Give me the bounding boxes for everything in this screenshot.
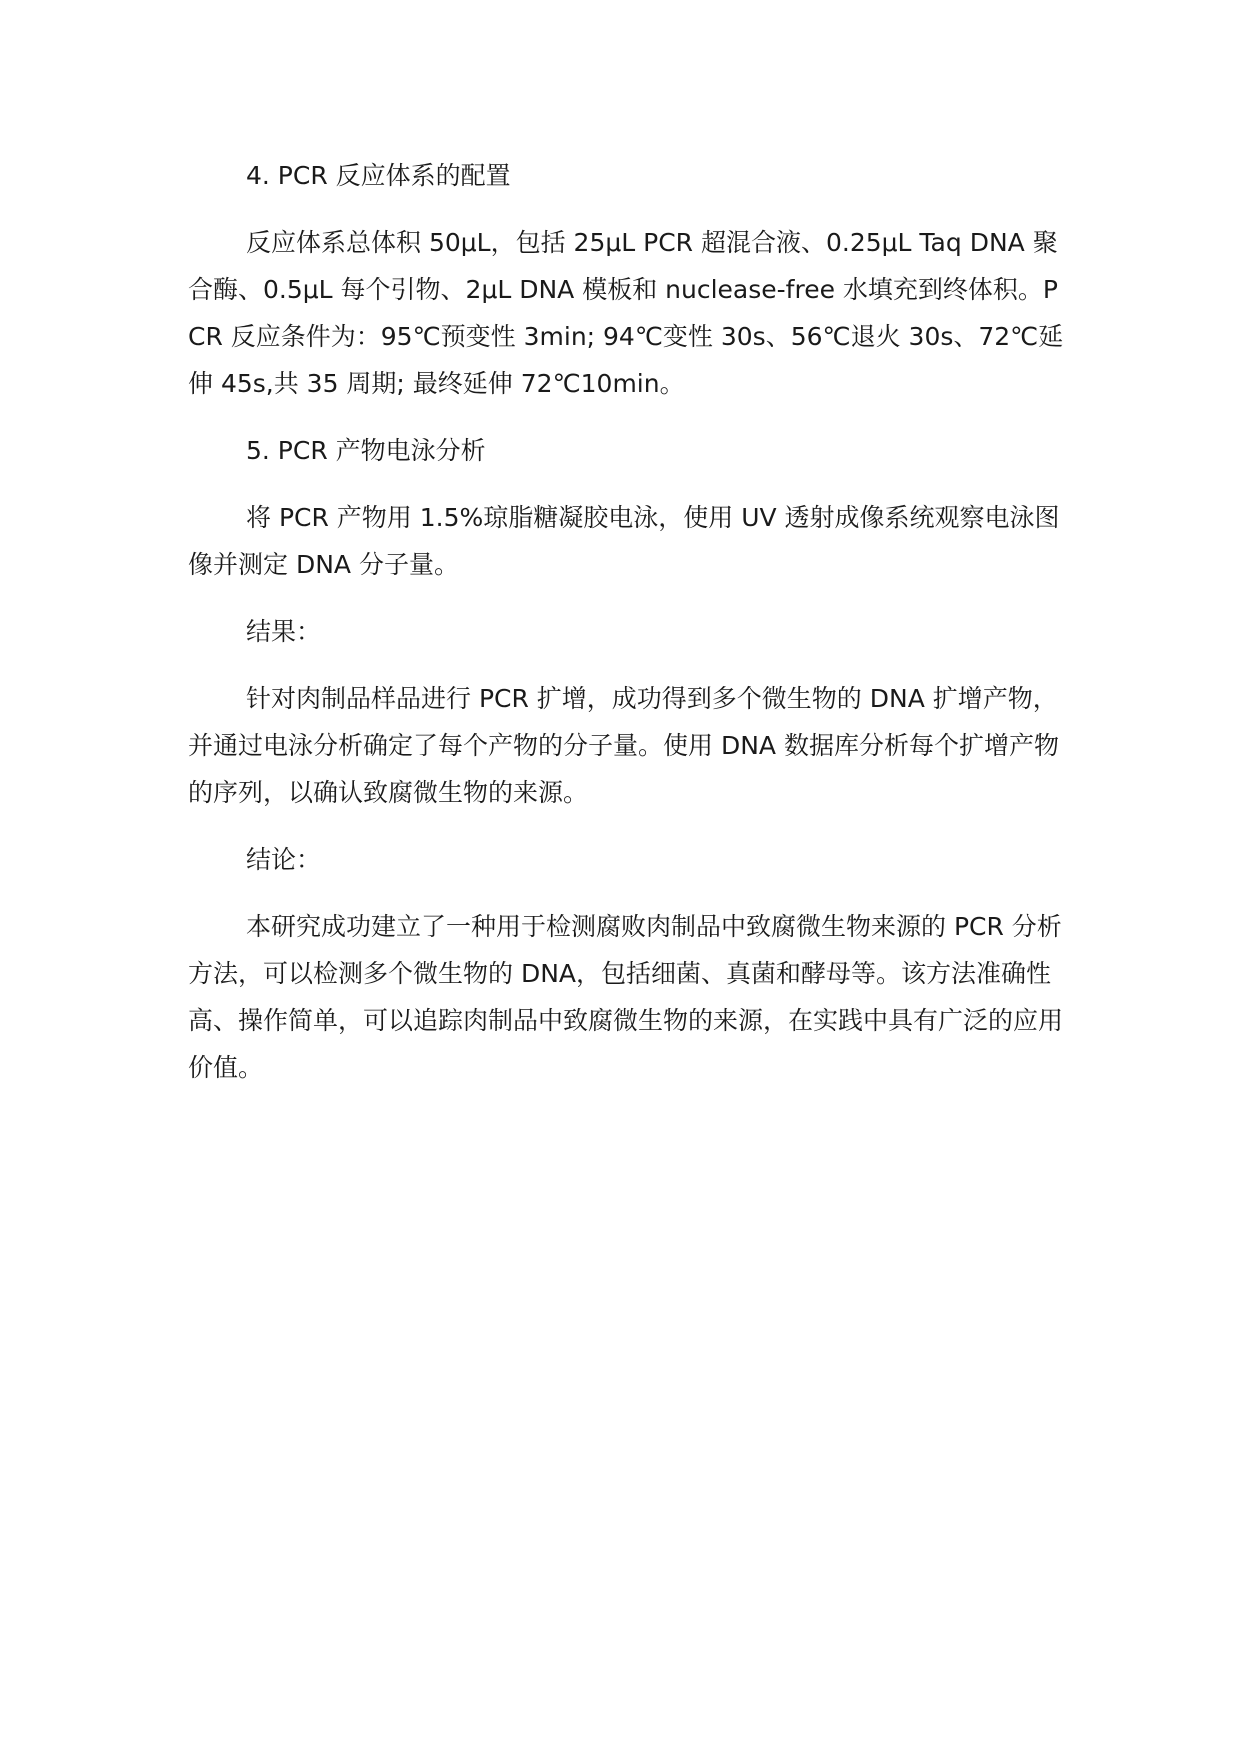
section-4-paragraph: 反应体系总体积 50μL，包括 25μL PCR 超混合液、0.25μL Taq DNA 聚合酶、0.5μL 每个引物、2μL DNA 模板和 nuclease-free 水填充到终体积。PCR 反应条件为：95℃预变性 3min; 94℃变性 30s、56℃退火 30s、72℃延伸 45s,共 35 周期; 最终延伸 72℃10min。 [188,228,1064,398]
document-body [188,152,1068,1111]
section-5-heading: 5. PCR 产物电泳分析 [246,436,486,465]
conclusion-heading: 结论： [246,845,322,874]
results-paragraph: 针对肉制品样品进行 PCR 扩增，成功得到多个微生物的 DNA 扩增产物，并通过电泳分析确定了每个产物的分子量。使用 DNA 数据库分析每个扩增产物的序列，以确认致腐微生物的来源。 [188,684,1059,807]
results-heading: 结果： [246,617,322,646]
section-5-paragraph: 将 PCR 产物用 1.5%琼脂糖凝胶电泳，使用 UV 透射成像系统观察电泳图像并测定 DNA 分子量。 [188,503,1060,579]
conclusion-paragraph: 本研究成功建立了一种用于检测腐败肉制品中致腐微生物来源的 PCR 分析方法，可以检测多个微生物的 DNA，包括细菌、真菌和酵母等。该方法准确性高、操作简单，可以追踪肉制品中致腐微生物的来源，在实践中具有广泛的应用价值。 [188,912,1064,1082]
section-4-heading: 4. PCR 反应体系的配置 [246,161,511,190]
